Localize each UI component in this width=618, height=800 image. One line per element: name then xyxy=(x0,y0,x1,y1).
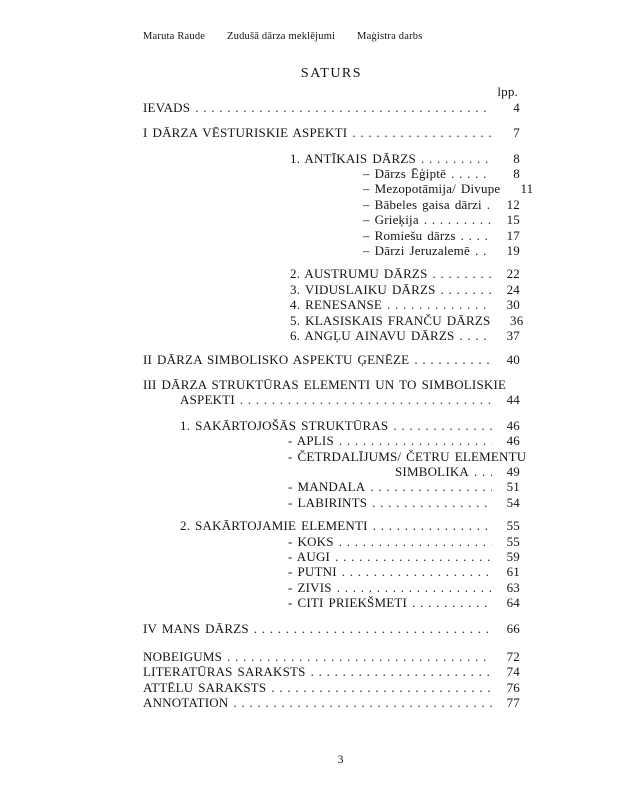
toc-entry-label: II DĀRZA SIMBOLISKO ASPEKTU ĢENĒZE xyxy=(143,351,410,367)
dot-leader xyxy=(335,549,492,564)
toc-entry xyxy=(143,549,520,564)
toc-entry xyxy=(143,151,520,166)
dot-leader xyxy=(414,352,492,367)
toc-entry-page: 36 xyxy=(510,312,524,328)
toc-entry-label: - AUGI xyxy=(288,548,331,564)
toc-entry xyxy=(143,377,520,392)
toc-entry-label: - ZIVIS xyxy=(288,579,332,595)
toc-entry-page: 61 xyxy=(506,564,520,580)
toc-entry xyxy=(143,595,520,610)
toc-entry xyxy=(143,352,520,367)
dot-leader xyxy=(342,564,492,579)
toc-entry-label: 1. SAKĀRTOJOŠĀS STRUKTŪRAS xyxy=(180,417,389,433)
dot-leader xyxy=(412,595,492,610)
toc-entry xyxy=(143,297,520,312)
toc-entry-page: 44 xyxy=(506,392,520,408)
toc-entry-label: 4. RENESANSE xyxy=(290,297,383,313)
toc-entry-page: 49 xyxy=(506,463,520,479)
toc-entry xyxy=(143,243,520,258)
toc-entry-label: - ČETRDALĪJUMS/ ČETRU ELEMENTU xyxy=(288,448,527,464)
toc-entry-label: ANNOTATION xyxy=(143,695,229,711)
dot-leader xyxy=(352,125,492,140)
toc-entry-page: 72 xyxy=(506,649,520,664)
dot-leader xyxy=(195,100,492,115)
toc-entry xyxy=(143,433,520,448)
toc-entry-label: – Mezopotāmija/ Divupe xyxy=(363,181,501,197)
dot-leader xyxy=(451,166,492,181)
toc-entry-page: 55 xyxy=(506,518,520,534)
dot-leader xyxy=(339,534,492,549)
page-number: 3 xyxy=(337,752,344,766)
dot-leader xyxy=(254,621,492,636)
dot-leader xyxy=(475,243,492,258)
toc-content xyxy=(143,66,534,711)
dot-leader xyxy=(370,479,492,494)
toc-entry-label: III DĀRZA STRUKTŪRAS ELEMENTI UN TO SIMBOLISKIE xyxy=(143,376,507,392)
toc-entry-page: 51 xyxy=(506,479,520,495)
toc-entry-label: - LABIRINTS xyxy=(288,494,368,510)
toc-entry-label: 2. SAKĀRTOJAMIE ELEMENTI xyxy=(180,518,368,534)
toc-entry-page: 55 xyxy=(506,533,520,549)
toc-entry-page: 40 xyxy=(506,351,520,367)
toc-entry-page: 77 xyxy=(506,695,520,711)
toc-entry xyxy=(143,680,520,695)
toc-entry-label: 2. AUSTRUMU DĀRZS xyxy=(290,266,428,282)
toc-entry xyxy=(143,418,520,433)
toc-entry xyxy=(143,312,524,328)
toc-entry-page: 76 xyxy=(506,679,520,695)
dot-leader xyxy=(441,282,492,297)
toc-entry-label: – Grieķija xyxy=(363,212,419,228)
dot-leader xyxy=(433,266,492,281)
dot-leader xyxy=(311,664,492,679)
toc-entry-page: 59 xyxy=(506,548,520,564)
dot-leader xyxy=(474,464,492,479)
toc-entry-label: 6. ANGĻU AINAVU DĀRZS xyxy=(290,328,455,344)
toc-entry-label: IV MANS DĀRZS xyxy=(143,620,249,636)
toc-entry-page: 63 xyxy=(506,579,520,595)
toc-entry-label: - APLIS xyxy=(288,433,334,449)
toc-entry-label: 1. ANTĪKAIS DĀRZS xyxy=(290,150,416,166)
dot-leader xyxy=(459,328,492,343)
toc-entry-label: ASPEKTI xyxy=(180,392,235,408)
toc-entry-label: - KOKS xyxy=(288,533,334,549)
dot-leader xyxy=(424,212,492,227)
running-header xyxy=(143,31,442,42)
toc-entry-label: – Dārzs Ēģiptē xyxy=(363,166,447,182)
toc-entry xyxy=(143,495,520,510)
toc-entry xyxy=(143,328,520,343)
page-column-label: lpp. xyxy=(497,84,518,100)
toc-entry-page: 7 xyxy=(513,125,520,141)
toc-entry-page: 30 xyxy=(506,297,520,313)
toc-entry-label: – Bābeles gaisa dārzi xyxy=(363,196,482,212)
toc-entry xyxy=(143,197,520,212)
toc-entry xyxy=(143,664,520,679)
toc-entry-label: I DĀRZA VĒSTURISKIE ASPEKTI xyxy=(143,125,348,141)
toc-entry xyxy=(143,212,520,227)
toc-entry-page: 74 xyxy=(506,664,520,680)
toc-entry xyxy=(143,518,520,533)
dot-leader xyxy=(373,518,492,533)
dot-leader xyxy=(393,418,492,433)
toc-entry xyxy=(143,166,520,181)
toc-entry-label: 3. VIDUSLAIKU DĀRZS xyxy=(290,281,436,297)
toc-entry xyxy=(143,125,520,140)
toc-entry-label: 5. KLASISKAIS FRANČU DĀRZS xyxy=(290,312,491,328)
toc-entry xyxy=(143,580,520,595)
toc-entry xyxy=(143,649,520,664)
toc-entry-page: 12 xyxy=(506,196,520,212)
toc-entry-label: SIMBOLIKA xyxy=(395,463,470,479)
toc-entry xyxy=(143,448,527,464)
toc-entry-label: - MANDALA xyxy=(288,479,366,495)
header-work-title: Zudušā dārza meklējumi xyxy=(227,31,336,42)
toc-entry-page: 11 xyxy=(520,181,534,197)
toc-entry-page: 17 xyxy=(506,227,520,243)
toc-entry-label: LITERATŪRAS SARAKSTS xyxy=(143,664,306,680)
dot-leader xyxy=(421,151,492,166)
toc-entry-page: 64 xyxy=(506,595,520,611)
toc-entry xyxy=(143,228,520,243)
dot-leader xyxy=(339,433,492,448)
dot-leader xyxy=(271,680,492,695)
toc-entry-label: - CITI PRIEKŠMETI xyxy=(288,595,408,611)
toc-entry-label: – Romiešu dārzs xyxy=(363,227,456,243)
toc-list xyxy=(143,99,534,711)
header-author: Maruta Raude xyxy=(143,31,206,42)
toc-entry-label: IEVADS xyxy=(143,99,191,115)
dot-leader xyxy=(387,297,492,312)
header-doc-type: Maģistra darbs xyxy=(357,31,423,42)
dot-leader xyxy=(227,649,492,664)
toc-entry-page: 46 xyxy=(506,417,520,433)
toc-entry-page: 19 xyxy=(506,243,520,259)
toc-entry xyxy=(143,621,520,636)
toc-entry xyxy=(143,266,520,281)
toc-entry xyxy=(143,564,520,579)
toc-entry xyxy=(143,100,520,115)
toc-entry xyxy=(143,534,520,549)
toc-entry xyxy=(143,695,520,710)
dot-leader xyxy=(233,695,492,710)
toc-entry-label: ATTĒLU SARAKSTS xyxy=(143,679,267,695)
toc-title: SATURS xyxy=(300,66,363,81)
toc-entry xyxy=(143,181,534,197)
toc-entry xyxy=(143,479,520,494)
toc-entry-page: 66 xyxy=(506,620,520,636)
toc-entry-page: 22 xyxy=(506,266,520,282)
toc-entry-page: 8 xyxy=(513,166,520,182)
toc-entry xyxy=(143,392,520,407)
dot-leader xyxy=(372,495,492,510)
toc-entry-label: - PUTNI xyxy=(288,564,337,580)
toc-entry xyxy=(143,282,520,297)
toc-entry-page: 46 xyxy=(506,433,520,449)
toc-entry-label: NOBEIGUMS xyxy=(143,649,223,664)
toc-entry-page: 4 xyxy=(513,99,520,115)
toc-entry-label: – Dārzi Jeruzalemē xyxy=(363,243,470,259)
toc-entry-page: 15 xyxy=(506,212,520,228)
toc-entry-page: 24 xyxy=(506,281,520,297)
dot-leader xyxy=(337,580,492,595)
toc-entry-page: 8 xyxy=(513,150,520,166)
toc-entry-page: 37 xyxy=(506,328,520,344)
dot-leader xyxy=(461,228,492,243)
toc-entry xyxy=(143,464,520,479)
dot-leader xyxy=(240,392,492,407)
toc-entry-page: 54 xyxy=(506,494,520,510)
dot-leader xyxy=(487,197,492,212)
